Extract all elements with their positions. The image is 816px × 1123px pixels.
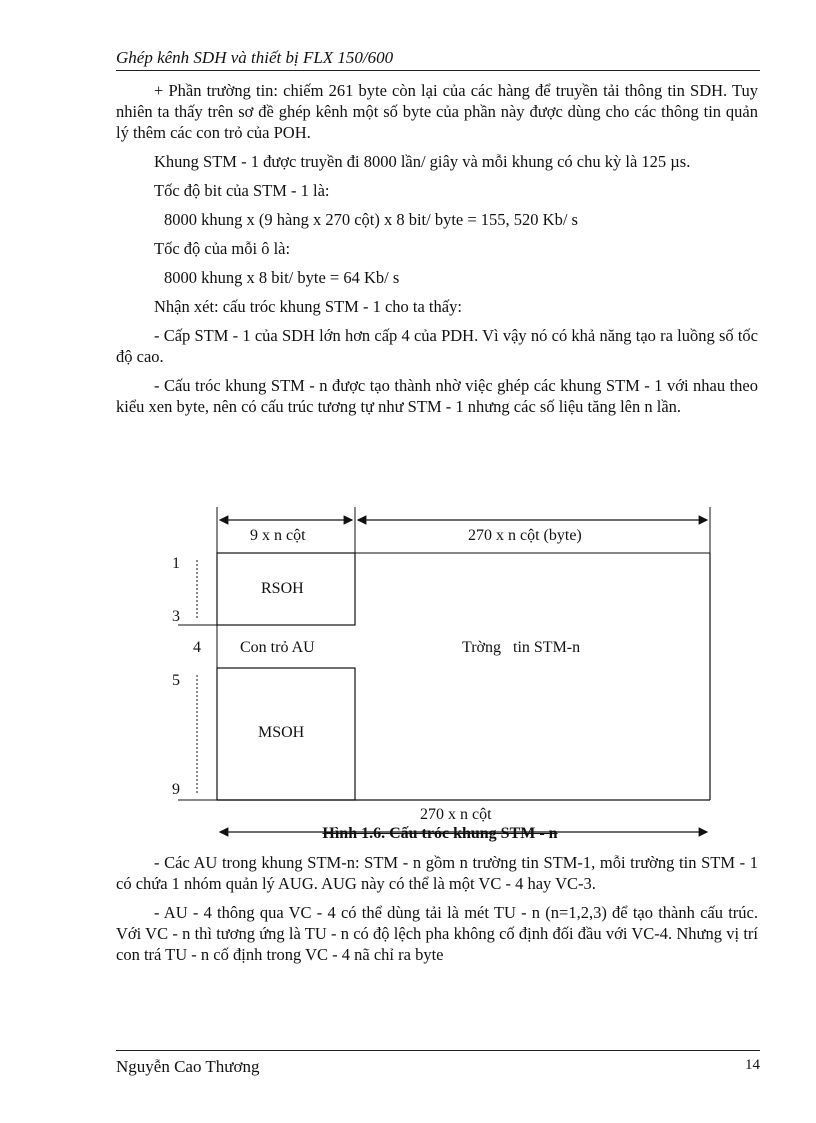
body-text-lower	[116, 852, 758, 973]
paragraph: Khung STM - 1 được truyền đi 8000 lần/ giây và mỗi khung có chu kỳ là 125 µs.	[154, 152, 691, 171]
paragraph: - Cấp STM - 1 của SDH lớn hơn cấp 4 của PDH. Vì vậy nó có khả năng tạo ra luồng số tốc độ cao.	[116, 326, 758, 366]
paragraph: Nhận xét: cấu tróc khung STM - 1 cho ta thấy:	[154, 297, 462, 316]
figure-caption: Hình 1.6. Cấu tróc khung STM - n	[322, 825, 558, 842]
row-label-9: 9	[172, 781, 180, 798]
row-label-3: 3	[172, 608, 180, 625]
formula-line: 8000 khung x 8 bit/ byte = 64 Kb/ s	[164, 268, 400, 287]
paragraph: - Cấu tróc khung STM - n được tạo thành nhờ việc ghép các khung STM - 1 với nhau theo kiểu xen byte, nên có cấu trúc tương tự như STM - 1 nhưng các số liệu tăng lên n lần.	[116, 376, 758, 416]
stm-frame-figure	[150, 505, 730, 850]
msoh-label: MSOH	[258, 724, 305, 741]
paragraph: - AU - 4 thông qua VC - 4 có thể dùng tải là mét TU - n (n=1,2,3) để tạo thành cấu trúc. Với VC - n thì tương ứng là TU - n có độ lệch pha không cố định đối đầu với VC-4. Nhưng vị trí con trá TU - n cố định trong VC - 4 nã chỉ ra byte	[116, 903, 758, 964]
paragraph: Tốc độ của mỗi ô là:	[154, 239, 291, 258]
paragraph: - Các AU trong khung STM-n: STM - n gồm n trường tin STM-1, mỗi trường tin STM - 1 có chứa 1 nhóm quản lý AUG. AUG này có thể là một VC - 4 hay VC-3.	[116, 853, 758, 893]
body-text-upper	[116, 80, 758, 425]
header-title: Ghép kênh SDH và thiết bị FLX 150/600	[116, 48, 394, 67]
payload-label: Trờng tin STM-n	[462, 639, 581, 656]
page-footer	[116, 1050, 760, 1077]
footer-author: Nguyễn Cao Thương	[116, 1057, 260, 1076]
stm-frame-diagram	[150, 505, 730, 850]
label-270xn-byte: 270 x n cột (byte)	[468, 527, 582, 544]
rsoh-label: RSOH	[261, 580, 304, 597]
row-label-5: 5	[172, 672, 180, 689]
row-label-4: 4	[193, 639, 201, 656]
paragraph: + Phần trường tin: chiếm 261 byte còn lại của các hàng để truyền tải thông tin SDH. Tuy nhiên ta thấy trên sơ đề ghép kênh một số byte của phần này được dùng cho các thông tin quản lý thêm các con trỏ của POH.	[116, 81, 758, 142]
page-number: 14	[745, 1057, 760, 1073]
label-9xn: 9 x n cột	[250, 527, 306, 544]
row-label-1: 1	[172, 555, 180, 572]
paragraph: Tốc độ bit của STM - 1 là:	[154, 181, 330, 200]
page-header	[116, 48, 760, 71]
bottom-dimension-label: 270 x n cột	[420, 806, 492, 823]
au-pointer-label: Con trỏ AU	[240, 639, 315, 656]
formula-line: 8000 khung x (9 hàng x 270 cột) x 8 bit/ byte = 155, 520 Kb/ s	[164, 210, 578, 229]
